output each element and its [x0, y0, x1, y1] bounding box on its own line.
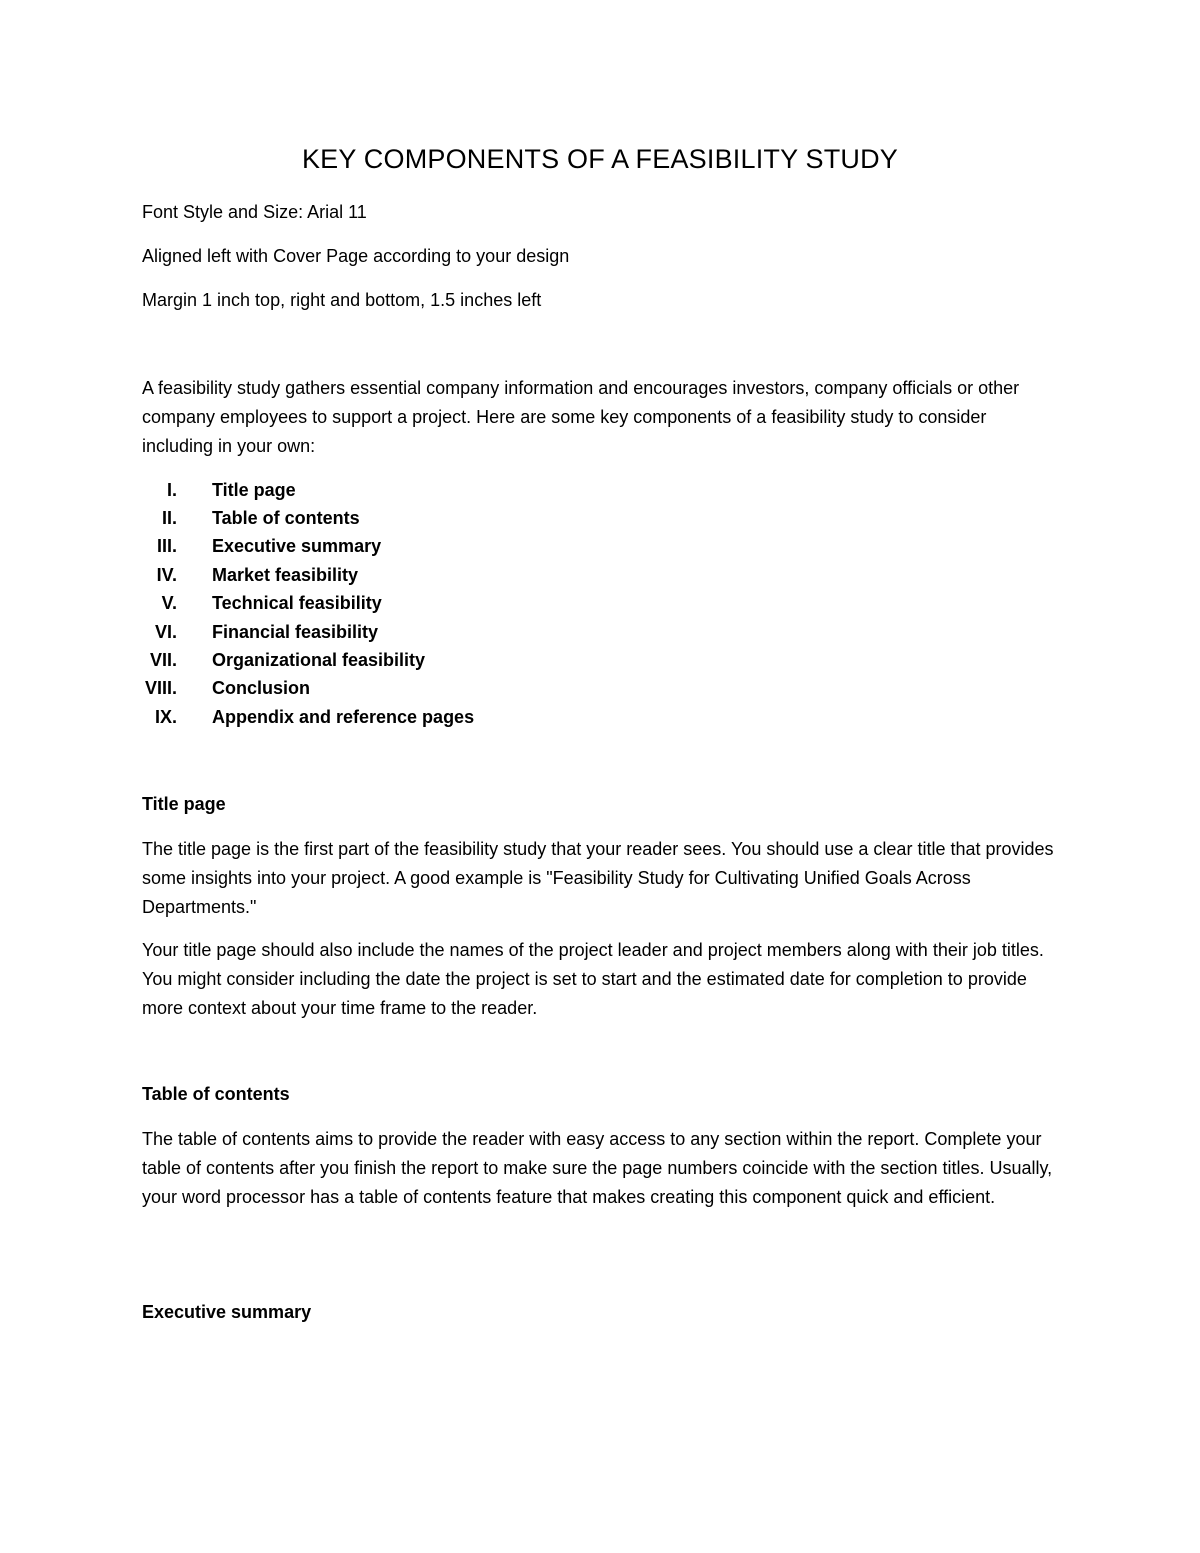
- outline-numeral: IV.: [156, 564, 177, 585]
- outline-numeral: VII.: [149, 650, 177, 671]
- outline-numeral: VIII.: [144, 678, 177, 699]
- outline-label: Organizational feasibility: [212, 650, 426, 671]
- outline-label: Executive summary: [212, 536, 382, 557]
- outline-label: Appendix and reference pages: [212, 706, 475, 727]
- document-title: KEY COMPONENTS OF A FEASIBILITY STUDY: [301, 144, 899, 174]
- outline-numeral: VI.: [154, 621, 177, 642]
- section-heading-title-page: Title page: [142, 794, 226, 814]
- outline-item: [142, 590, 474, 618]
- outline-label: Technical feasibility: [212, 593, 382, 614]
- title-page-paragraph-2: Your title page should also include the names of the project leader and project members along with their job titles. You might consider including the date the project is set to start and the estimated date for completion to provide more context about your time frame to the reader.: [142, 940, 1044, 1018]
- outline-label: Conclusion: [212, 678, 310, 699]
- outline-item: [142, 646, 474, 674]
- outline-numeral: I.: [166, 479, 177, 500]
- format-line-margin: Margin 1 inch top, right and bottom, 1.5 inches left: [142, 290, 542, 310]
- outline-item: [142, 476, 474, 504]
- outline-label: Financial feasibility: [212, 621, 379, 642]
- outline-item: [142, 618, 474, 646]
- outline-item: [142, 533, 474, 561]
- section-heading-table-of-contents: Table of contents: [142, 1084, 290, 1104]
- outline-label: Title page: [212, 479, 296, 500]
- format-line-font: Font Style and Size: Arial 11: [142, 202, 367, 222]
- table-of-contents-paragraph: The table of contents aims to provide the reader with easy access to any section within the report. Complete your table of contents after you finish the report to make sure the page numbers coincide with the section titles. Usually, your word processor has a table of contents feature that makes creating this component quick and efficient.: [142, 1129, 1053, 1207]
- outline-numeral: V.: [161, 593, 177, 614]
- outline-item: [142, 675, 474, 703]
- format-line-alignment: Aligned left with Cover Page according to your design: [142, 246, 570, 266]
- outline-numeral: IX.: [154, 706, 177, 727]
- outline-numeral: III.: [156, 536, 177, 557]
- intro-paragraph: A feasibility study gathers essential company information and encourages investors, company officials or other company employees to support a project. Here are some key components of a feasibility study to consider including in your own:: [142, 378, 1020, 456]
- section-heading-executive-summary: Executive summary: [142, 1302, 312, 1322]
- outline-label: Table of contents: [212, 508, 360, 529]
- outline-item: [142, 504, 474, 532]
- outline-item: [142, 703, 474, 731]
- title-page-paragraph-1: The title page is the first part of the feasibility study that your reader sees. You should use a clear title that provides some insights into your project. A good example is "Feasibility Study for Cultivating Unified Goals Across Departments.": [142, 839, 1054, 917]
- components-outline: [142, 476, 474, 732]
- outline-label: Market feasibility: [212, 564, 359, 585]
- outline-numeral: II.: [161, 508, 177, 529]
- outline-item: [142, 561, 474, 589]
